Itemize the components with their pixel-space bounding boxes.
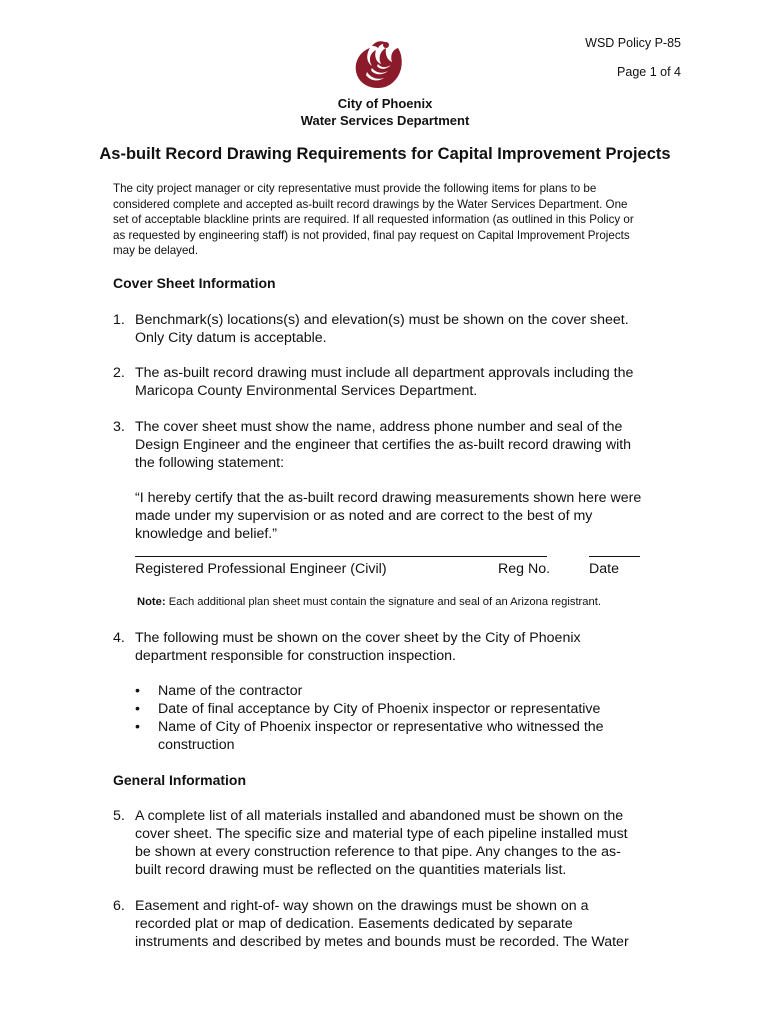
- note-label: Note:: [137, 596, 166, 608]
- statement-line: “I hereby certify that the as-built record drawing measurements shown here were: [135, 490, 642, 506]
- item-line: Design Engineer and the engineer that certifies the as-built record drawing with: [135, 437, 632, 453]
- statement-line: knowledge and belief.”: [135, 526, 277, 542]
- item-line: The cover sheet must show the name, address phone number and seal of the: [135, 419, 623, 435]
- bullet-icon: •: [135, 701, 140, 717]
- bullet-item: • Date of final acceptance by City of Phoenix inspector or representative: [135, 701, 601, 717]
- item-line: be shown at every construction reference to that pipe. Any changes to the as-: [135, 844, 621, 860]
- item-line: instruments and described by metes and bounds must be recorded. The Water: [135, 934, 629, 950]
- item-number: 3.: [113, 419, 125, 435]
- page-number: Page 1 of 4: [617, 65, 681, 79]
- date-signature-line: [589, 556, 640, 557]
- section-heading-cover-sheet: Cover Sheet Information: [113, 275, 276, 291]
- list-item-3: [113, 418, 673, 472]
- list-item-4: [113, 629, 673, 665]
- list-item-6: [113, 897, 673, 951]
- item-line: department responsible for construction inspection.: [135, 648, 456, 664]
- intro-line: set of acceptable blackline prints are required. If all requested information (as outlined in this Policy or: [113, 213, 634, 226]
- list-item-1: [113, 311, 673, 347]
- intro-paragraph: [113, 181, 683, 259]
- intro-line: considered complete and accepted as-built record drawings by the Water Services Department. One: [113, 197, 628, 211]
- item-line: cover sheet. The specific size and material type of each pipeline installed must: [135, 826, 628, 842]
- inspection-bullet-list: [135, 682, 675, 754]
- item-line: Easement and right-of- way shown on the drawings must be shown on a: [135, 898, 589, 914]
- note-text: Each additional plan sheet must contain the signature and seal of an Arizona registrant.: [165, 596, 601, 608]
- item-number: 6.: [113, 898, 125, 914]
- section-heading-general: General Information: [113, 772, 247, 788]
- department-name: Water Services Department: [300, 113, 470, 128]
- list-item-5: [113, 807, 673, 879]
- org-name: City of Phoenix: [337, 96, 433, 111]
- item-line: Only City datum is acceptable.: [135, 330, 327, 346]
- item-line: built record drawing must be reflected on the quantities materials list.: [135, 862, 567, 878]
- engineer-label: Registered Professional Engineer (Civil): [135, 561, 387, 577]
- certification-statement: [135, 489, 680, 543]
- item-number: 1.: [113, 312, 125, 328]
- bullet-item: • Name of City of Phoenix inspector or representative who witnessed the construction: [135, 719, 604, 753]
- item-line: Maricopa County Environmental Services Department.: [135, 383, 478, 399]
- bullet-icon: •: [135, 683, 140, 699]
- signature-note: [137, 596, 601, 608]
- item-line: Benchmark(s) locations(s) and elevation(s) must be shown on the cover sheet.: [135, 312, 629, 328]
- intro-line: may be delayed.: [113, 244, 199, 257]
- intro-line: as requested by engineering staff) is not provided, final pay request on Capital Improvement Projects: [113, 228, 630, 242]
- reg-number-label: Reg No.: [498, 561, 551, 577]
- item-number: 2.: [113, 365, 125, 381]
- list-item-2: [113, 364, 673, 400]
- item-line: The following must be shown on the cover sheet by the City of Phoenix: [135, 630, 581, 646]
- date-label: Date: [589, 561, 619, 577]
- item-line: recorded plat or map of dedication. Easements dedicated by separate: [135, 916, 573, 932]
- item-line: A complete list of all materials installed and abandoned must be shown on the: [135, 808, 624, 824]
- item-line: The as-built record drawing must include all department approvals including the: [135, 365, 634, 381]
- bullet-item: • Name of the contractor: [135, 683, 303, 699]
- bullet-icon: •: [135, 719, 140, 735]
- item-line: the following statement:: [135, 455, 285, 471]
- policy-number: WSD Policy P-85: [585, 36, 681, 50]
- page-title: As-built Record Drawing Requirements for Capital Improvement Projects: [99, 145, 671, 163]
- item-number: 5.: [113, 808, 125, 824]
- intro-line: The city project manager or city representative must provide the following items for plans to be: [113, 182, 597, 195]
- statement-line: made under my supervision or as noted and are correct to the best of my: [135, 508, 593, 524]
- phoenix-bird-logo-icon: [350, 38, 406, 90]
- item-number: 4.: [113, 630, 125, 646]
- engineer-signature-line: [135, 556, 547, 557]
